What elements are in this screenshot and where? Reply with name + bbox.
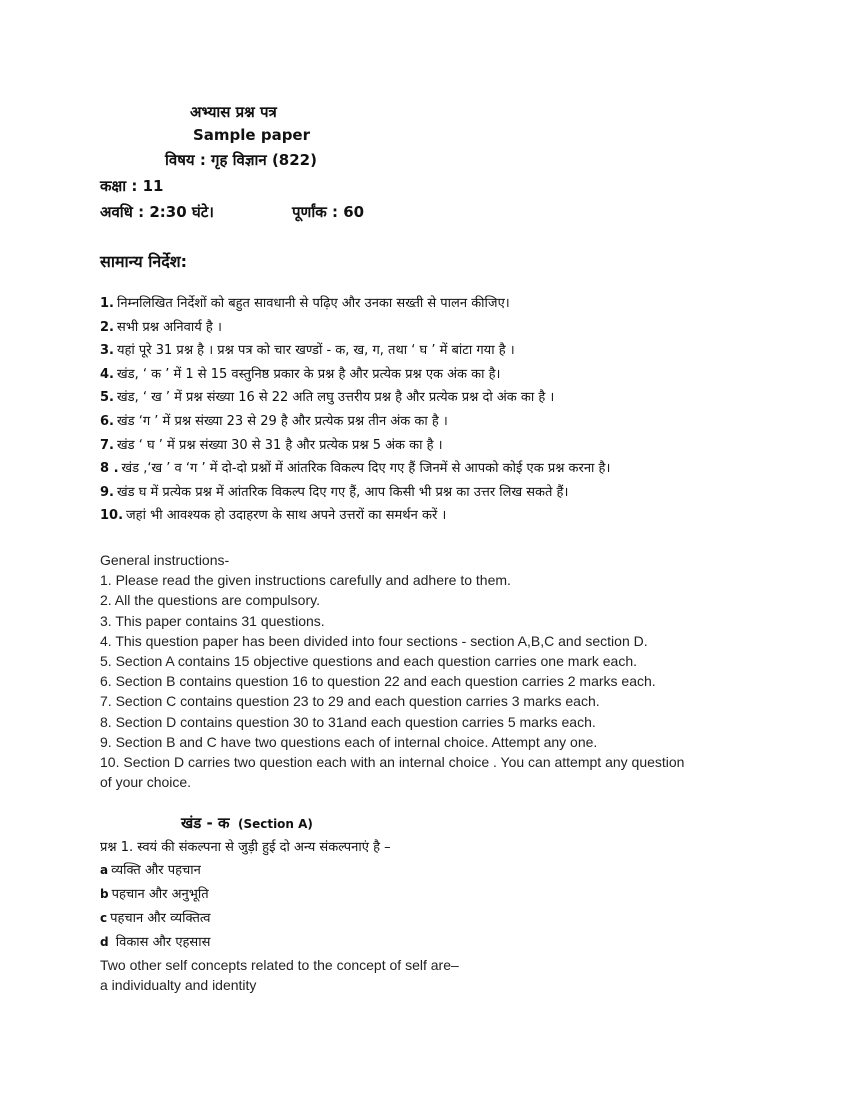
duration-line: अवधि : 2:30 घंटे।: [100, 203, 214, 221]
question-1-english: [100, 955, 459, 995]
list-item: [100, 435, 610, 459]
item-number: 7.: [100, 437, 114, 453]
list-item: 10. Section D carries two question each with an internal choice . You can attempt any question: [100, 754, 685, 771]
list-item: [100, 387, 610, 411]
item-number: 4.: [100, 366, 114, 382]
list-item: 1. Please read the given instructions carefully and adhere to them.: [100, 572, 511, 589]
item-text: यहां पूरे 31 प्रश्न है । प्रश्न पत्र को चार खण्डों - क, ख, ग, तथा ‘ घ ’ में बांटा गया है ।: [116, 343, 515, 359]
subject-line: विषय : गृह विज्ञान (822): [165, 151, 317, 169]
option-a-english: a individualty and identity: [100, 977, 257, 993]
item-text: सभी प्रश्न अनिवार्य है ।: [116, 319, 222, 335]
list-item: [100, 340, 610, 364]
list-item: 7. Section C contains question 23 to 29 and each question carries 3 marks each.: [100, 693, 600, 710]
item-text: खंड ‘ घ ’ में प्रश्न संख्या 30 से 31 है और प्रत्येक प्रश्न 5 अंक का है ।: [116, 437, 443, 453]
item-number: 5.: [100, 390, 114, 406]
list-item: 5. Section A contains 15 objective questions and each question carries one mark each.: [100, 653, 638, 670]
option-a: [100, 860, 211, 884]
option-letter: b: [100, 887, 109, 901]
option-text: व्यक्ति और पहचान: [111, 863, 201, 878]
question-label: प्रश्न 1.: [100, 840, 134, 855]
list-item: 8. Section D contains question 30 to 31and each question carries 5 marks each.: [100, 713, 596, 730]
list-item: [100, 482, 610, 506]
option-text: विकास और एहसास: [111, 935, 211, 950]
list-item: 4. This question paper has been divided into four sections - section A,B,C and section D.: [100, 632, 648, 649]
question-1-options: [100, 860, 211, 956]
section-heading-english: (Section A): [237, 817, 313, 831]
list-item: [100, 505, 610, 529]
item-text: खंड ‘ग ’ में प्रश्न संख्या 23 से 29 है और प्रत्येक प्रश्न तीन अंक का है ।: [116, 413, 448, 429]
option-b: [100, 884, 211, 908]
item-text: निम्नलिखित निर्देशों को बहुत सावधानी से पढ़िए और उनका सख्ती से पालन कीजिए।: [116, 296, 510, 311]
item-text: खंड ,‘ख ’ व ‘ग ’ में दो-दो प्रश्नों में आंतरिक विकल्प दिए गए हैं जिनमें से आपको कोई एक प्रश्न करना है।: [121, 461, 611, 477]
class-line: कक्षा : 11: [100, 177, 164, 195]
list-item: [100, 458, 610, 482]
option-text: पहचान और अनुभूति: [111, 887, 209, 902]
max-marks-line: पूर्णांक : 60: [292, 203, 365, 221]
list-item: 6. Section B contains question 16 to question 22 and each question carries 2 marks each.: [100, 673, 656, 690]
option-text: पहचान और व्यक्तित्व: [110, 911, 211, 926]
question-1: [100, 837, 391, 855]
english-instructions-heading: General instructions-: [100, 552, 230, 568]
hindi-instructions-list: [100, 293, 610, 529]
title-hindi: अभ्यास प्रश्न पत्र: [190, 103, 277, 121]
list-item: 2. All the questions are compulsory.: [100, 592, 320, 609]
list-item: [100, 317, 610, 341]
item-text: खंड घ में प्रत्येक प्रश्न में आंतरिक विकल्प दिए गए हैं, आप किसी भी प्रश्न का उत्तर लिख सकते हैं।: [116, 484, 569, 500]
list-item: 9. Section B and C have two questions each of internal choice. Attempt any one.: [100, 733, 598, 750]
question-text-english: Two other self concepts related to the concept of self are–: [100, 957, 459, 973]
item-number: 1.: [100, 296, 114, 311]
section-a-heading: [181, 813, 313, 833]
item-number: 6.: [100, 413, 114, 429]
list-item: [100, 411, 610, 435]
english-instructions: [100, 550, 750, 792]
option-c: [100, 908, 211, 932]
item-number: 9.: [100, 484, 114, 500]
item-number: 10.: [100, 508, 124, 524]
item-text: जहां भी आवश्यक हो उदाहरण के साथ अपने उत्तरों का समर्थन करें ।: [126, 508, 447, 524]
question-text: स्वयं की संकल्पना से जुड़ी हुई दो अन्य संकल्पनाएं है –: [137, 840, 391, 855]
option-letter: a: [100, 863, 109, 877]
item-number: 8 .: [100, 461, 119, 477]
general-instructions-hindi-heading: सामान्य निर्देश:: [100, 252, 188, 271]
option-letter: d: [100, 935, 109, 949]
item-number: 2.: [100, 319, 114, 335]
item-number: 3.: [100, 343, 114, 359]
title-english: Sample paper: [193, 126, 310, 144]
list-item: 3. This paper contains 31 questions.: [100, 612, 325, 629]
option-d: [100, 932, 211, 956]
option-letter: c: [100, 911, 108, 925]
section-heading-hindi: खंड - क: [181, 814, 230, 832]
list-item: [100, 293, 610, 317]
item-text: खंड, ‘ ख ’ में प्रश्न संख्या 16 से 22 अति लघु उत्तरीय प्रश्न है और प्रत्येक प्रश्न दो अंक का है ।: [116, 390, 555, 406]
list-item: of your choice.: [100, 774, 192, 791]
list-item: [100, 364, 610, 388]
item-text: खंड, ‘ क ’ में 1 से 15 वस्तुनिष्ठ प्रकार के प्रश्न है और प्रत्येक प्रश्न एक अंक का है।: [116, 366, 501, 382]
